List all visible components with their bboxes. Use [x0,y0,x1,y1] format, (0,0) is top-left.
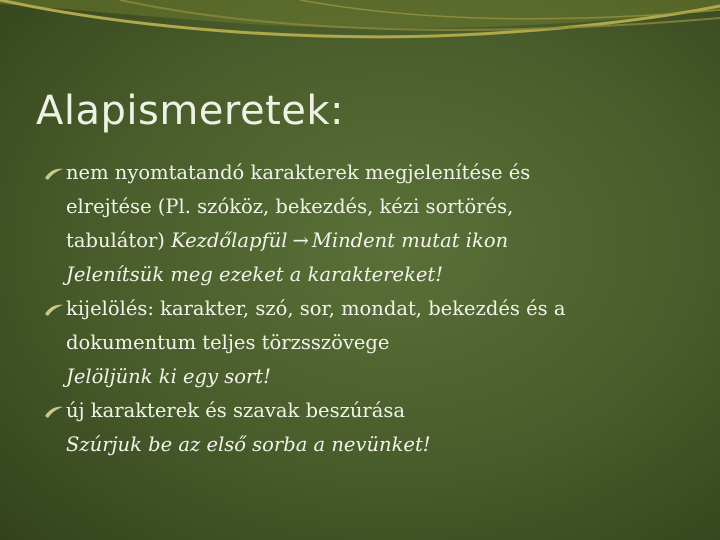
swoosh-bullet-icon [44,405,64,419]
arrow-right-icon: → [292,229,309,252]
menu-path-tab: Kezdőlapfül [171,229,288,252]
task-instruction: Szúrjuk be az első sorba a nevünket! [66,433,431,456]
bullet-item [44,156,684,292]
bullet-text-line: nem nyomtatandó karakterek megjelenítése és [66,161,531,184]
swoosh-bullet-icon [44,167,64,181]
slide-content [44,156,684,462]
bullet-text-line: elrejtése (Pl. szóköz, bekezdés, kézi sortörés, [66,195,514,218]
menu-path-prefix: tabulátor) [66,229,172,252]
bullet-text-line: dokumentum teljes törzsszövege [66,331,390,354]
menu-path-button: Mindent mutat ikon [311,229,509,252]
bullet-text-line: kijelölés: karakter, szó, sor, mondat, bekezdés és a [66,297,566,320]
swoosh-bullet-icon [44,303,64,317]
bullet-item [44,292,684,394]
bullet-text-line: új karakterek és szavak beszúrása [66,399,406,422]
task-instruction: Jelöljünk ki egy sort! [66,365,271,388]
menu-path-line [66,224,684,258]
task-instruction: Jelenítsük meg ezeket a karaktereket! [66,263,444,286]
slide-title: Alapismeretek: [36,88,345,134]
header-swoosh-decoration [0,0,720,70]
bullet-item [44,394,684,462]
